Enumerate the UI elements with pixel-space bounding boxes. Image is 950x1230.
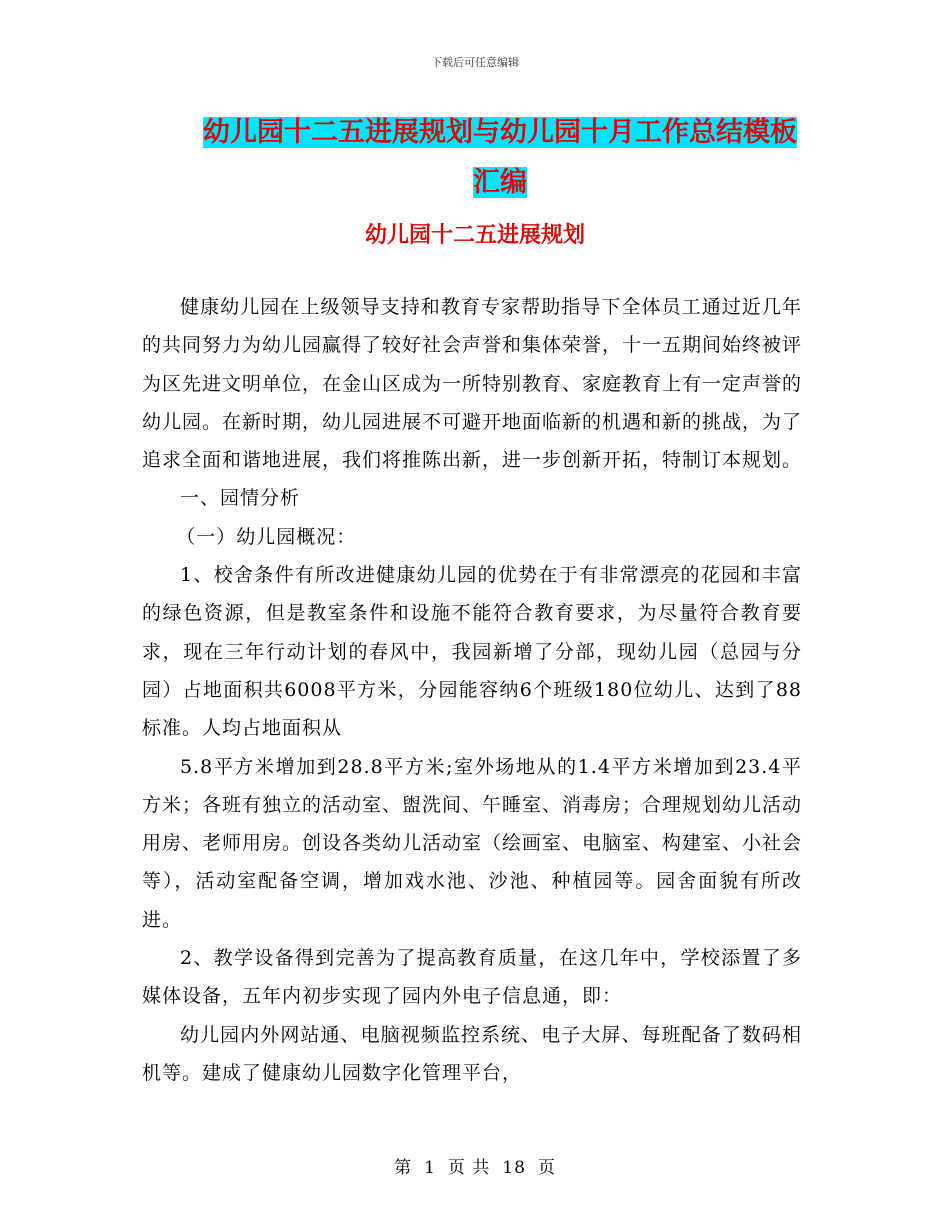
page-total: 18: [502, 1158, 526, 1178]
header-note: 下载后可任意编辑: [431, 56, 519, 69]
paragraph-network: 幼儿园内外网站通、电脑视频监控系统、电子大屏、每班配备了数码相机等。建成了健康幼儿园数字化管理平台，: [142, 1023, 802, 1084]
paragraph-equipment: 2、教学设备得到完善为了提高教育质量，在这几年中，学校添置了多媒体设备，五年内初步实现了园内外电子信息通，即：: [142, 947, 802, 1008]
paragraph-heading-analysis: 一、园情分析: [180, 487, 301, 510]
document-body: [142, 288, 802, 1092]
paragraph-subheading-overview: （一）幼儿园概况：: [176, 525, 357, 548]
page-label-mid: 页 共: [447, 1158, 491, 1178]
page-label-suffix: 页: [537, 1158, 556, 1178]
page-label-prefix: 第: [394, 1158, 413, 1178]
section-title: 幼儿园十二五进展规划: [364, 223, 585, 248]
document-title-text: 幼儿园十二五进展规划与幼儿园十月工作总结模板汇编: [203, 117, 797, 198]
document-title: [190, 108, 810, 208]
page-footer: [0, 1153, 950, 1178]
page-current: 1: [424, 1158, 436, 1178]
paragraph-facilities: 1、校舍条件有所改进健康幼儿园的优势在于有非常漂亮的花园和丰富的绿色资源，但是教室条件和设施不能符合教育要求，为尽量符合教育要求，现在三年行动计划的春风中，我园新增了分部，现幼儿园（总园与分园）占地面积共6008平方米，分园能容纳6个班级180位幼儿、达到了88标准。人均占地面积从: [142, 564, 802, 740]
paragraph-area: 5.8平方米增加到28.8平方米;室外场地从的1.4平方米增加到23.4平方米；各班有独立的活动室、盥洗间、午睡室、消毒房；合理规划幼儿活动用房、老师用房。创设各类幼儿活动室（绘画室、电脑室、构建室、小社会等），活动室配备空调，增加戏水池、沙池、种植园等。园舍面貌有所改进。: [142, 755, 803, 931]
paragraph-intro: 健康幼儿园在上级领导支持和教育专家帮助指导下全体员工通过近几年的共同努力为幼儿园赢得了较好社会声誉和集体荣誉，十一五期间始终被评为区先进文明单位，在金山区成为一所特别教育、家庭教育上有一定声誉的幼儿园。在新时期，幼儿园进展不可避开地面临新的机遇和新的挑战，为了追求全面和谐地进展，我们将推陈出新，进一步创新开拓，特制订本规划。: [142, 296, 803, 472]
